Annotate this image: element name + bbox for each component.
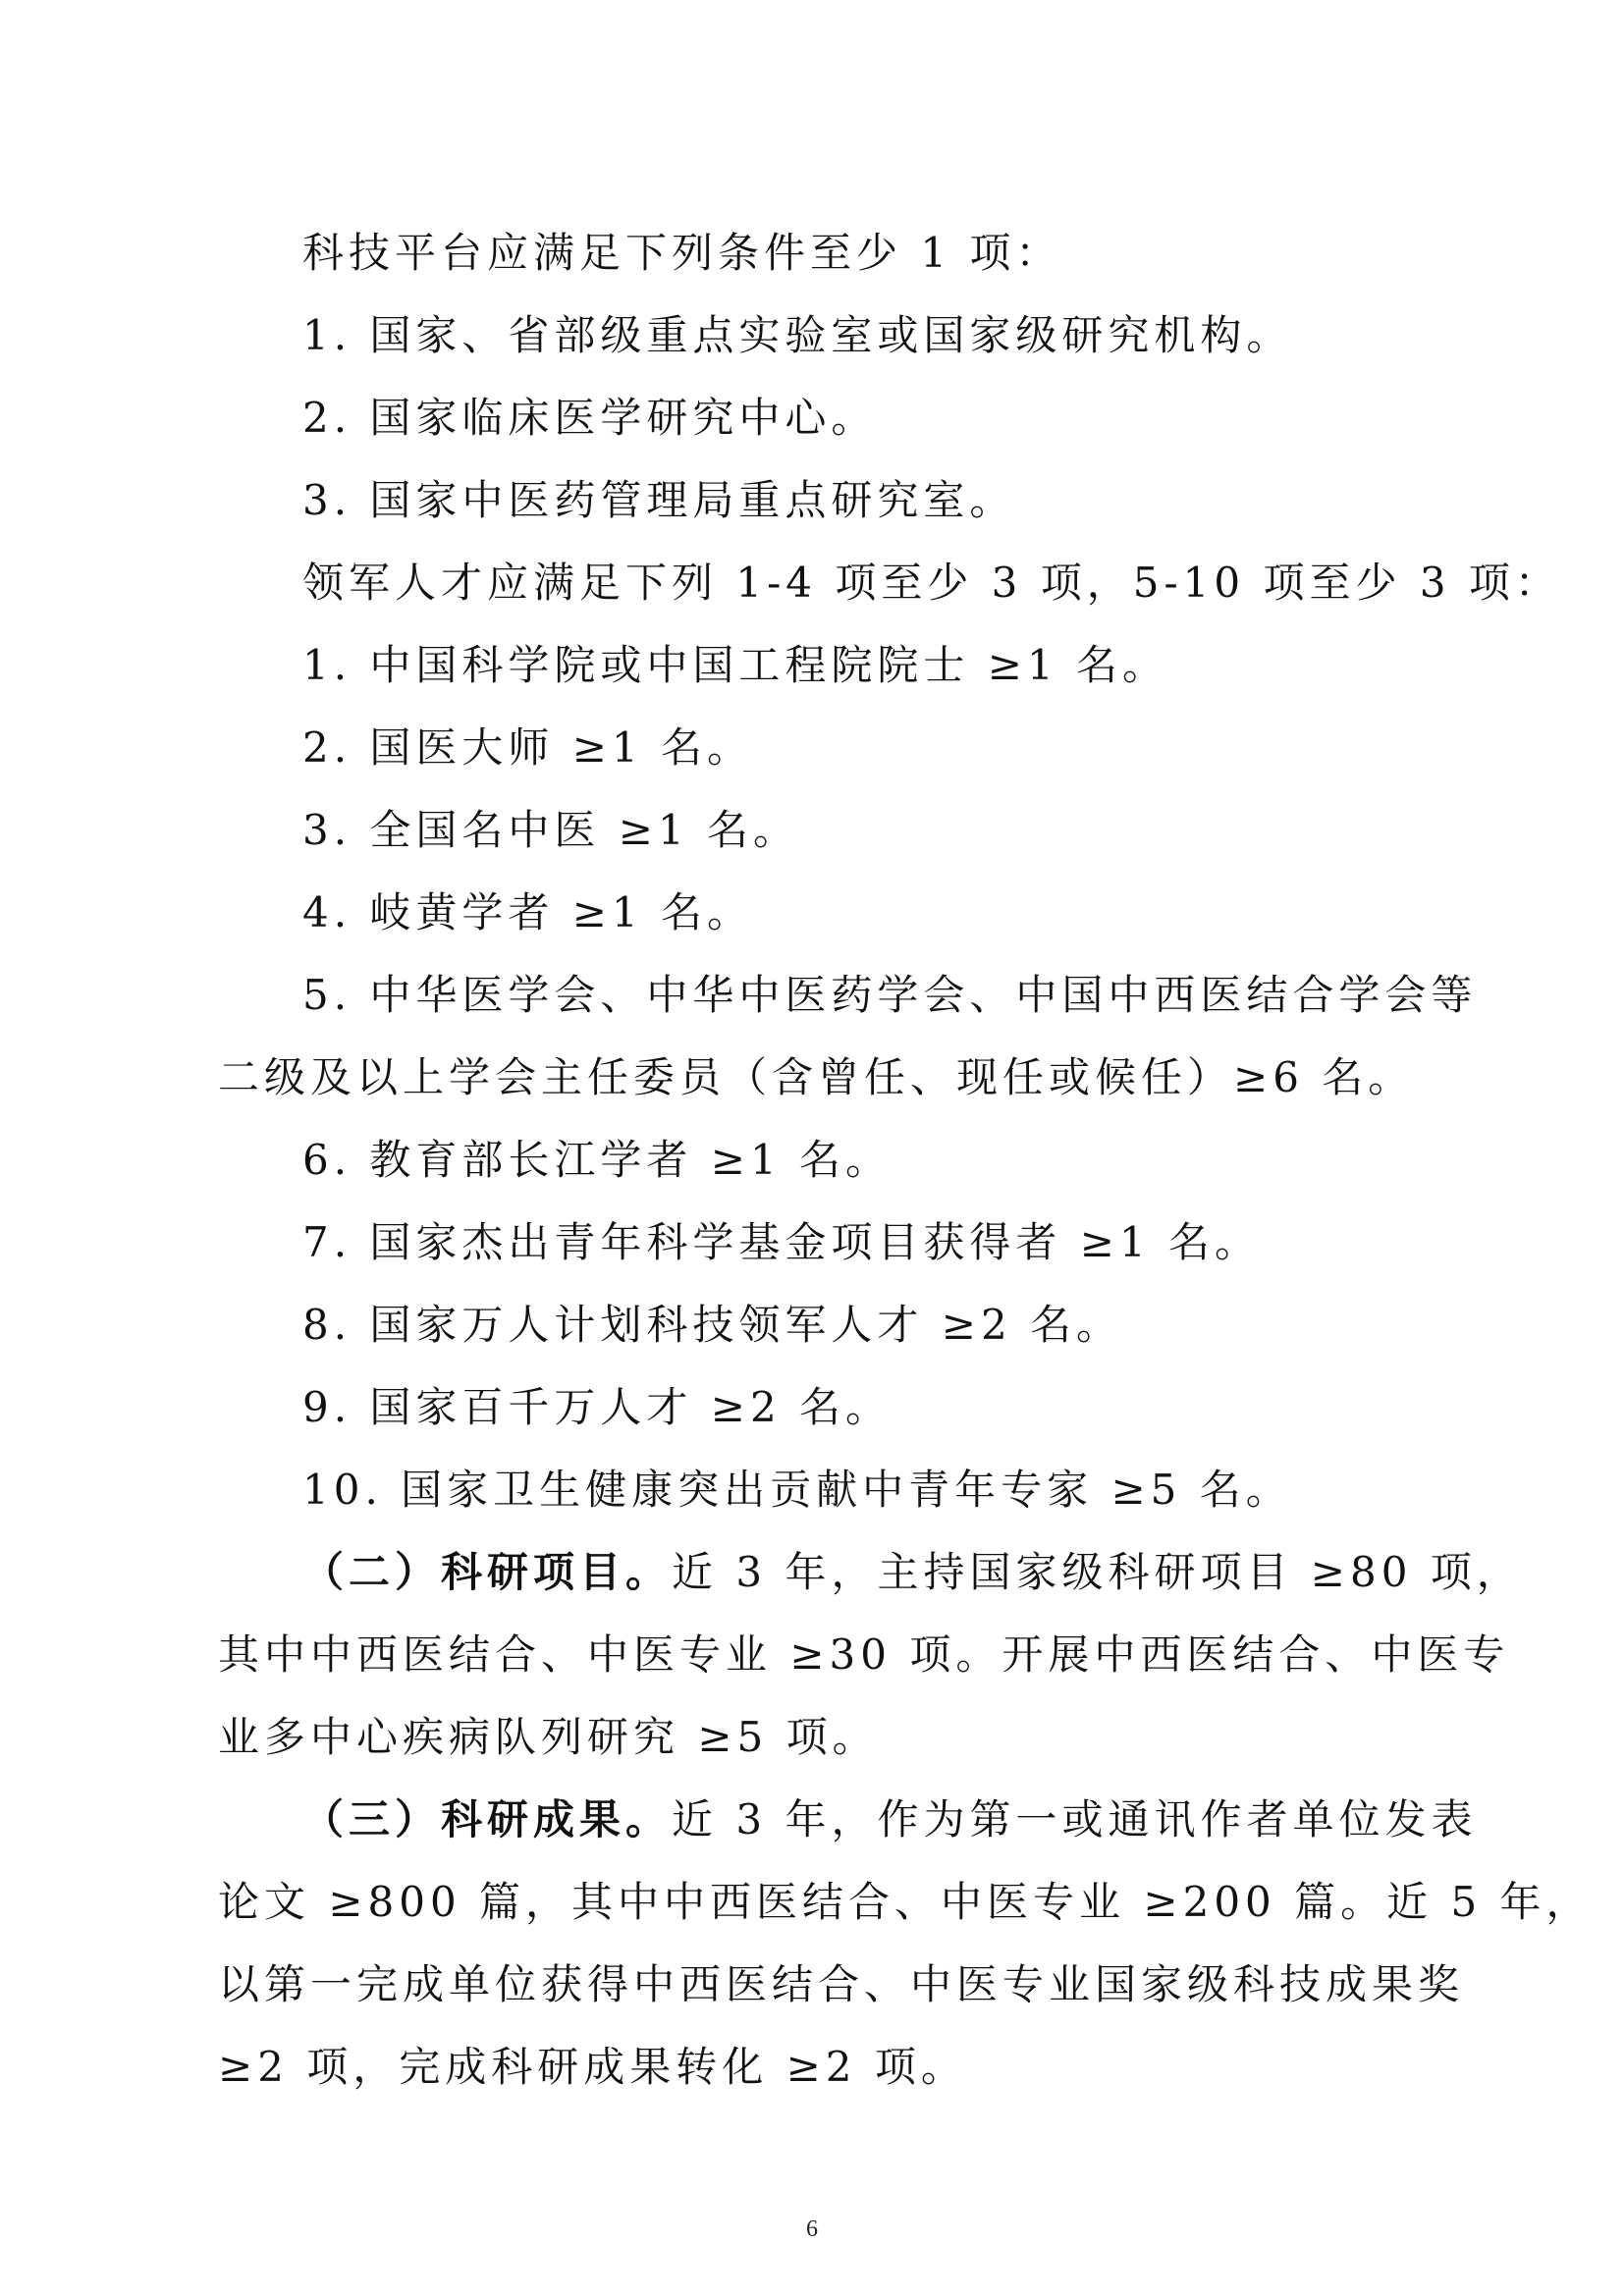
- line-text: 论文 ≥800 篇，其中中西医结合、中医专业 ≥200 篇。近 5 年，: [218, 1878, 1593, 1926]
- line-text: 2. 国医大师 ≥1 名。: [302, 723, 754, 772]
- section-heading-research-results: （三）科研成果。: [302, 1795, 673, 1843]
- text-line-talent-7: [302, 1213, 1261, 1272]
- line-text: 5. 中华医学会、中华中医药学会、中国中西医结合学会等: [302, 971, 1478, 1019]
- line-text: 3. 全国名中医 ≥1 名。: [302, 806, 800, 854]
- line-text: 6. 教育部长江学者 ≥1 名。: [302, 1136, 893, 1184]
- line-text: 近 3 年，主持国家级科研项目 ≥80 项，: [672, 1548, 1523, 1596]
- text-line-research-projects-2: [218, 1626, 1509, 1684]
- text-line-talent-4: [302, 883, 753, 942]
- text-line-talent-6: [302, 1131, 892, 1190]
- line-text: 4. 岐黄学者 ≥1 名。: [302, 888, 754, 936]
- line-text: 10. 国家卫生健康突出贡献中青年专家 ≥5 名。: [302, 1466, 1292, 1514]
- section-heading-research-projects: （二）科研项目。: [302, 1548, 673, 1596]
- text-line-platform-1: [302, 306, 1292, 365]
- text-line-research-results-4: [218, 2038, 967, 2097]
- line-text: 业多中心疾病队列研究 ≥5 项。: [218, 1713, 879, 1761]
- text-line-talent-intro: [302, 554, 1561, 613]
- line-text: 8. 国家万人计划科技领军人才 ≥2 名。: [302, 1301, 1123, 1349]
- text-line-research-results-3: [218, 1955, 1464, 2014]
- text-line-research-projects-3: [218, 1708, 879, 1767]
- text-line-talent-5b: [218, 1048, 1414, 1107]
- line-text: 3. 国家中医药管理局重点研究室。: [302, 476, 1016, 524]
- line-text: 7. 国家杰出青年科学基金项目获得者 ≥1 名。: [302, 1218, 1262, 1266]
- page-number: 6: [806, 2216, 818, 2242]
- line-text: 1. 国家、省部级重点实验室或国家级研究机构。: [302, 311, 1293, 359]
- text-line-research-projects: [302, 1543, 1523, 1602]
- text-line-research-results-2: [218, 1873, 1593, 1932]
- text-line-talent-10: [302, 1461, 1292, 1520]
- line-text: 2. 国家临床医学研究中心。: [302, 394, 878, 442]
- text-line-talent-2: [302, 719, 753, 777]
- text-line-platform-intro: [302, 224, 1061, 283]
- text-line-talent-9: [302, 1378, 892, 1437]
- line-text: 以第一完成单位获得中西医结合、中医专业国家级科技成果奖: [218, 1960, 1465, 2008]
- line-text: ≥2 项，完成科研成果转化 ≥2 项。: [218, 2043, 967, 2091]
- text-line-talent-8: [302, 1296, 1122, 1355]
- line-text: 二级及以上学会主任委员（含曾任、现任或候任）≥6 名。: [218, 1053, 1415, 1101]
- line-text: 科技平台应满足下列条件至少 1 项：: [302, 229, 1062, 277]
- line-text: 1. 中国科学院或中国工程院院士 ≥1 名。: [302, 641, 1169, 689]
- text-line-talent-3: [302, 801, 799, 860]
- line-text: 领军人才应满足下列 1-4 项至少 3 项，5-10 项至少 3 项：: [302, 559, 1561, 607]
- line-text: 其中中西医结合、中医专业 ≥30 项。开展中西医结合、中医专: [218, 1630, 1510, 1679]
- line-text: 9. 国家百千万人才 ≥2 名。: [302, 1383, 893, 1431]
- line-text: 近 3 年，作为第一或通讯作者单位发表: [672, 1795, 1478, 1843]
- text-line-talent-1: [302, 636, 1168, 695]
- text-line-research-results: [302, 1790, 1477, 1849]
- text-line-platform-3: [302, 471, 1015, 530]
- text-line-platform-2: [302, 389, 877, 448]
- text-line-talent-5a: [302, 966, 1477, 1025]
